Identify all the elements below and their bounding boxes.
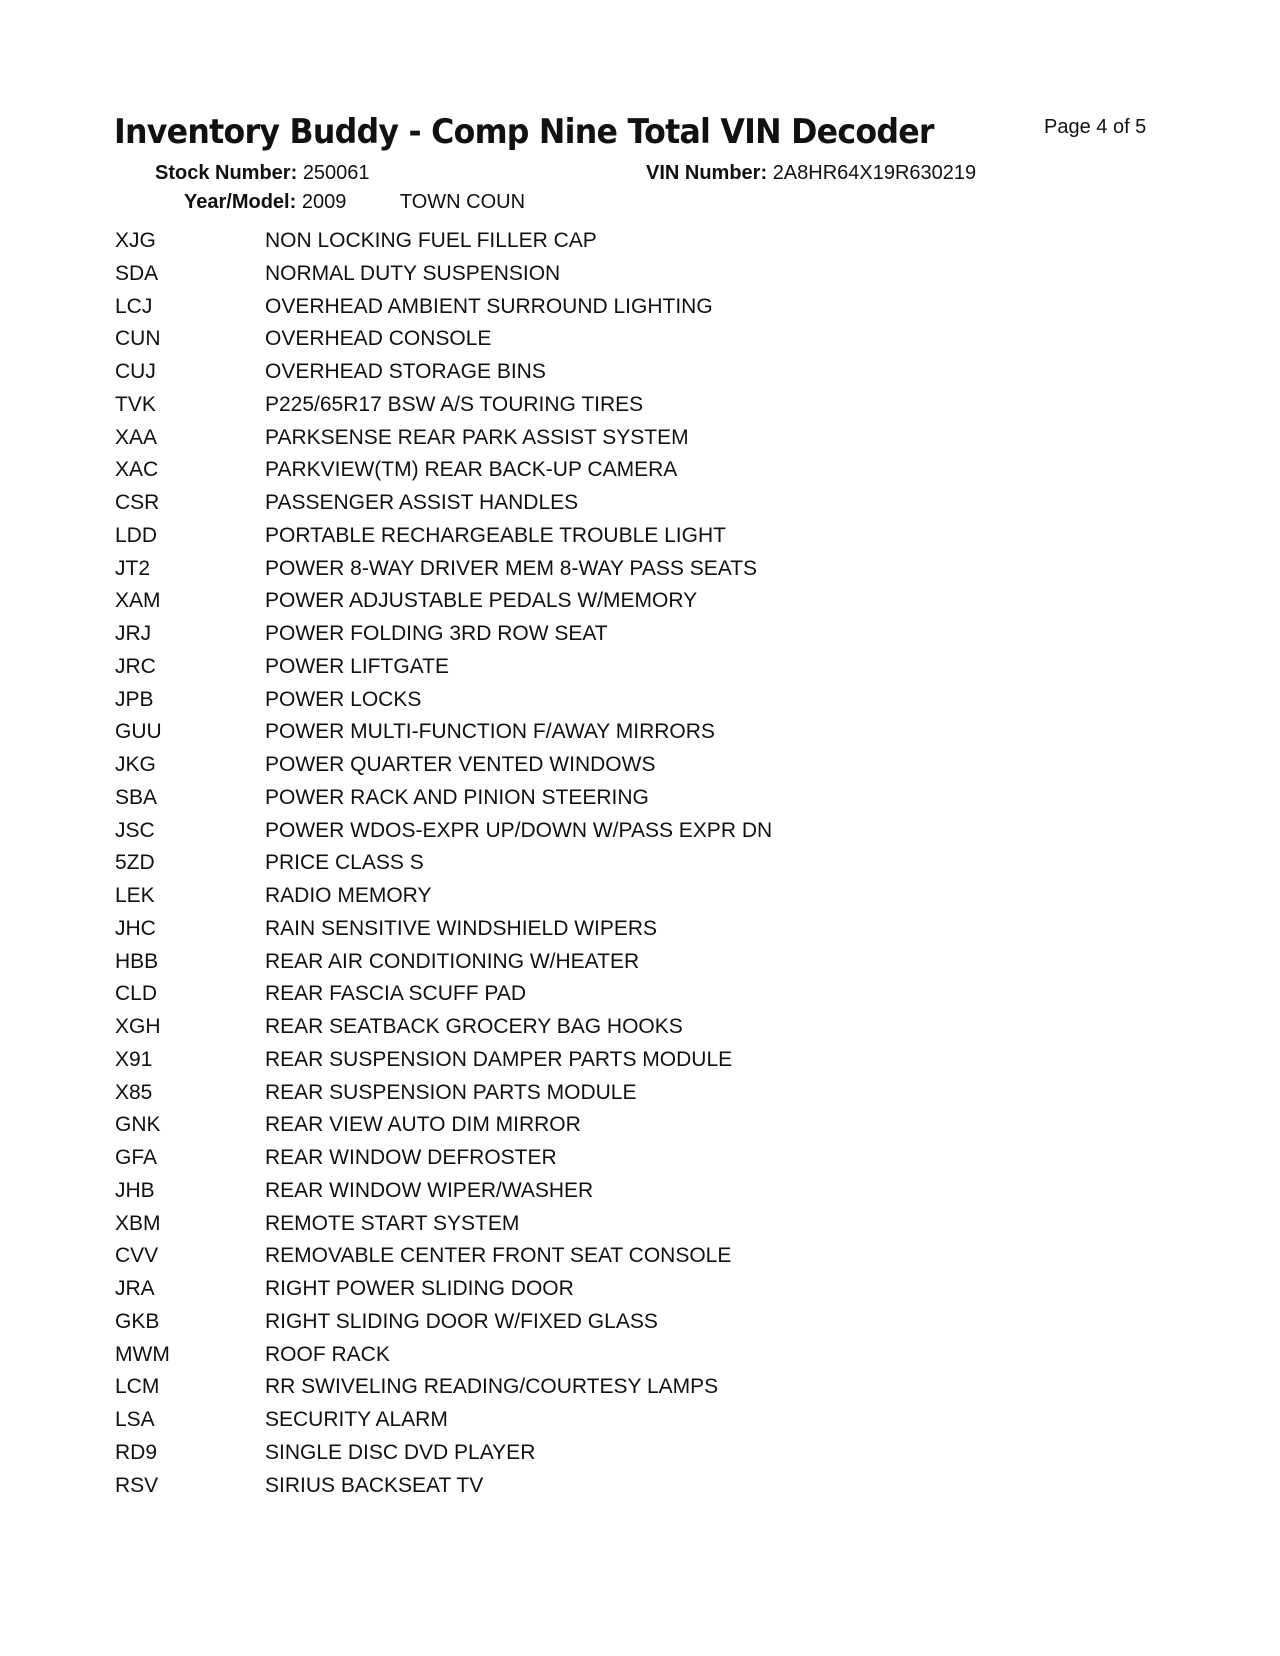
- option-code: XJG: [115, 229, 156, 252]
- option-code: LCJ: [115, 294, 153, 318]
- option-description: REAR SUSPENSION DAMPER PARTS MODULE: [265, 1047, 733, 1071]
- option-code: HBB: [115, 949, 159, 973]
- option-description: POWER LIFTGATE: [265, 654, 449, 678]
- document-title: Inventory Buddy - Comp Nine Total VIN Decoder: [114, 112, 934, 152]
- option-code: LDD: [115, 523, 158, 547]
- option-description: RIGHT SLIDING DOOR W/FIXED GLASS: [265, 1309, 658, 1333]
- year-model-label: Year/Model:: [184, 191, 297, 213]
- option-description: PRICE CLASS S: [265, 851, 424, 875]
- option-description: POWER ADJUSTABLE PEDALS W/MEMORY: [265, 589, 698, 613]
- option-description: PARKSENSE REAR PARK ASSIST SYSTEM: [265, 425, 689, 449]
- option-code: X91: [115, 1047, 153, 1071]
- option-code: JHB: [115, 1178, 155, 1202]
- option-description: REAR SUSPENSION PARTS MODULE: [265, 1080, 637, 1104]
- option-description: REAR SEATBACK GROCERY BAG HOOKS: [265, 1015, 683, 1038]
- option-code: JSC: [115, 818, 155, 842]
- option-code: XAA: [115, 425, 158, 449]
- stock-number: [155, 162, 370, 185]
- option-code: MWM: [115, 1342, 170, 1366]
- option-code: RSV: [115, 1473, 159, 1497]
- option-description: REAR WINDOW WIPER/WASHER: [265, 1178, 594, 1202]
- option-code: XAC: [115, 458, 159, 482]
- option-description: RR SWIVELING READING/COURTESY LAMPS: [265, 1375, 719, 1399]
- option-description: REMOVABLE CENTER FRONT SEAT CONSOLE: [265, 1244, 732, 1268]
- option-description: PARKVIEW(TM) REAR BACK-UP CAMERA: [265, 458, 678, 482]
- option-code: GNK: [115, 1113, 161, 1137]
- option-description: OVERHEAD STORAGE BINS: [265, 360, 546, 383]
- option-code: CVV: [115, 1244, 159, 1268]
- option-code: CUN: [115, 327, 161, 351]
- option-code: JHC: [115, 916, 156, 940]
- option-code: JRJ: [115, 622, 152, 645]
- option-description: P225/65R17 BSW A/S TOURING TIRES: [265, 392, 644, 416]
- option-description: REAR WINDOW DEFROSTER: [265, 1146, 557, 1169]
- option-code: LEK: [115, 884, 155, 907]
- option-code: XAM: [115, 589, 161, 613]
- model-value: TOWN COUN: [399, 191, 526, 213]
- option-code: 5ZD: [115, 851, 155, 875]
- option-description: POWER LOCKS: [265, 687, 422, 711]
- option-code: JRC: [115, 654, 156, 678]
- option-code: JRA: [115, 1277, 155, 1300]
- option-description: REAR VIEW AUTO DIM MIRROR: [265, 1113, 581, 1137]
- option-code: CUJ: [115, 360, 156, 383]
- page-number: Page 4 of 5: [1044, 116, 1147, 138]
- option-description: RAIN SENSITIVE WINDSHIELD WIPERS: [265, 916, 658, 940]
- option-description: OVERHEAD AMBIENT SURROUND LIGHTING: [265, 294, 713, 318]
- option-code: GUU: [115, 720, 162, 744]
- option-code: X85: [115, 1080, 153, 1104]
- option-code: GKB: [115, 1309, 160, 1333]
- option-code: CSR: [115, 491, 160, 514]
- option-description: REAR AIR CONDITIONING W/HEATER: [265, 949, 640, 973]
- option-code: SDA: [115, 261, 159, 285]
- stock-number-label: Stock Number:: [155, 162, 298, 184]
- option-description: POWER 8-WAY DRIVER MEM 8-WAY PASS SEATS: [265, 556, 758, 580]
- option-code: XGH: [115, 1015, 161, 1038]
- option-description: POWER FOLDING 3RD ROW SEAT: [265, 622, 608, 645]
- option-description: POWER WDOS-EXPR UP/DOWN W/PASS EXPR DN: [265, 818, 773, 842]
- option-description: REAR FASCIA SCUFF PAD: [265, 982, 526, 1006]
- option-code: JKG: [115, 753, 156, 776]
- option-description: RIGHT POWER SLIDING DOOR: [265, 1277, 574, 1300]
- option-description: ROOF RACK: [265, 1342, 390, 1366]
- option-description: SECURITY ALARM: [265, 1408, 448, 1431]
- year-value: 2009: [301, 191, 347, 213]
- option-code: RD9: [115, 1440, 158, 1464]
- option-description: NORMAL DUTY SUSPENSION: [265, 261, 561, 285]
- option-code: JT2: [115, 556, 151, 580]
- option-code: TVK: [115, 392, 156, 416]
- option-code: XBM: [115, 1211, 161, 1235]
- option-description: POWER QUARTER VENTED WINDOWS: [265, 753, 656, 776]
- option-description: PASSENGER ASSIST HANDLES: [265, 491, 579, 514]
- option-description: RADIO MEMORY: [265, 884, 432, 907]
- option-description: NON LOCKING FUEL FILLER CAP: [265, 229, 597, 252]
- option-code: LSA: [115, 1408, 155, 1431]
- option-code: CLD: [115, 982, 158, 1006]
- vin-number-value: 2A8HR64X19R630219: [772, 162, 977, 184]
- option-description: SIRIUS BACKSEAT TV: [265, 1473, 484, 1497]
- option-code: SBA: [115, 785, 158, 809]
- option-description: POWER MULTI-FUNCTION F/AWAY MIRRORS: [265, 720, 715, 744]
- option-description: PORTABLE RECHARGEABLE TROUBLE LIGHT: [265, 523, 726, 547]
- option-description: SINGLE DISC DVD PLAYER: [265, 1440, 536, 1464]
- option-description: OVERHEAD CONSOLE: [265, 327, 492, 351]
- stock-number-value: 250061: [302, 162, 370, 184]
- option-code: LCM: [115, 1375, 160, 1399]
- option-description: POWER RACK AND PINION STEERING: [265, 785, 649, 809]
- option-code: JPB: [115, 687, 154, 711]
- option-code: GFA: [115, 1146, 158, 1169]
- vin-number-label: VIN Number:: [646, 162, 768, 184]
- vin-number: [646, 162, 976, 185]
- year-model: [184, 191, 525, 214]
- option-description: REMOTE START SYSTEM: [265, 1211, 520, 1235]
